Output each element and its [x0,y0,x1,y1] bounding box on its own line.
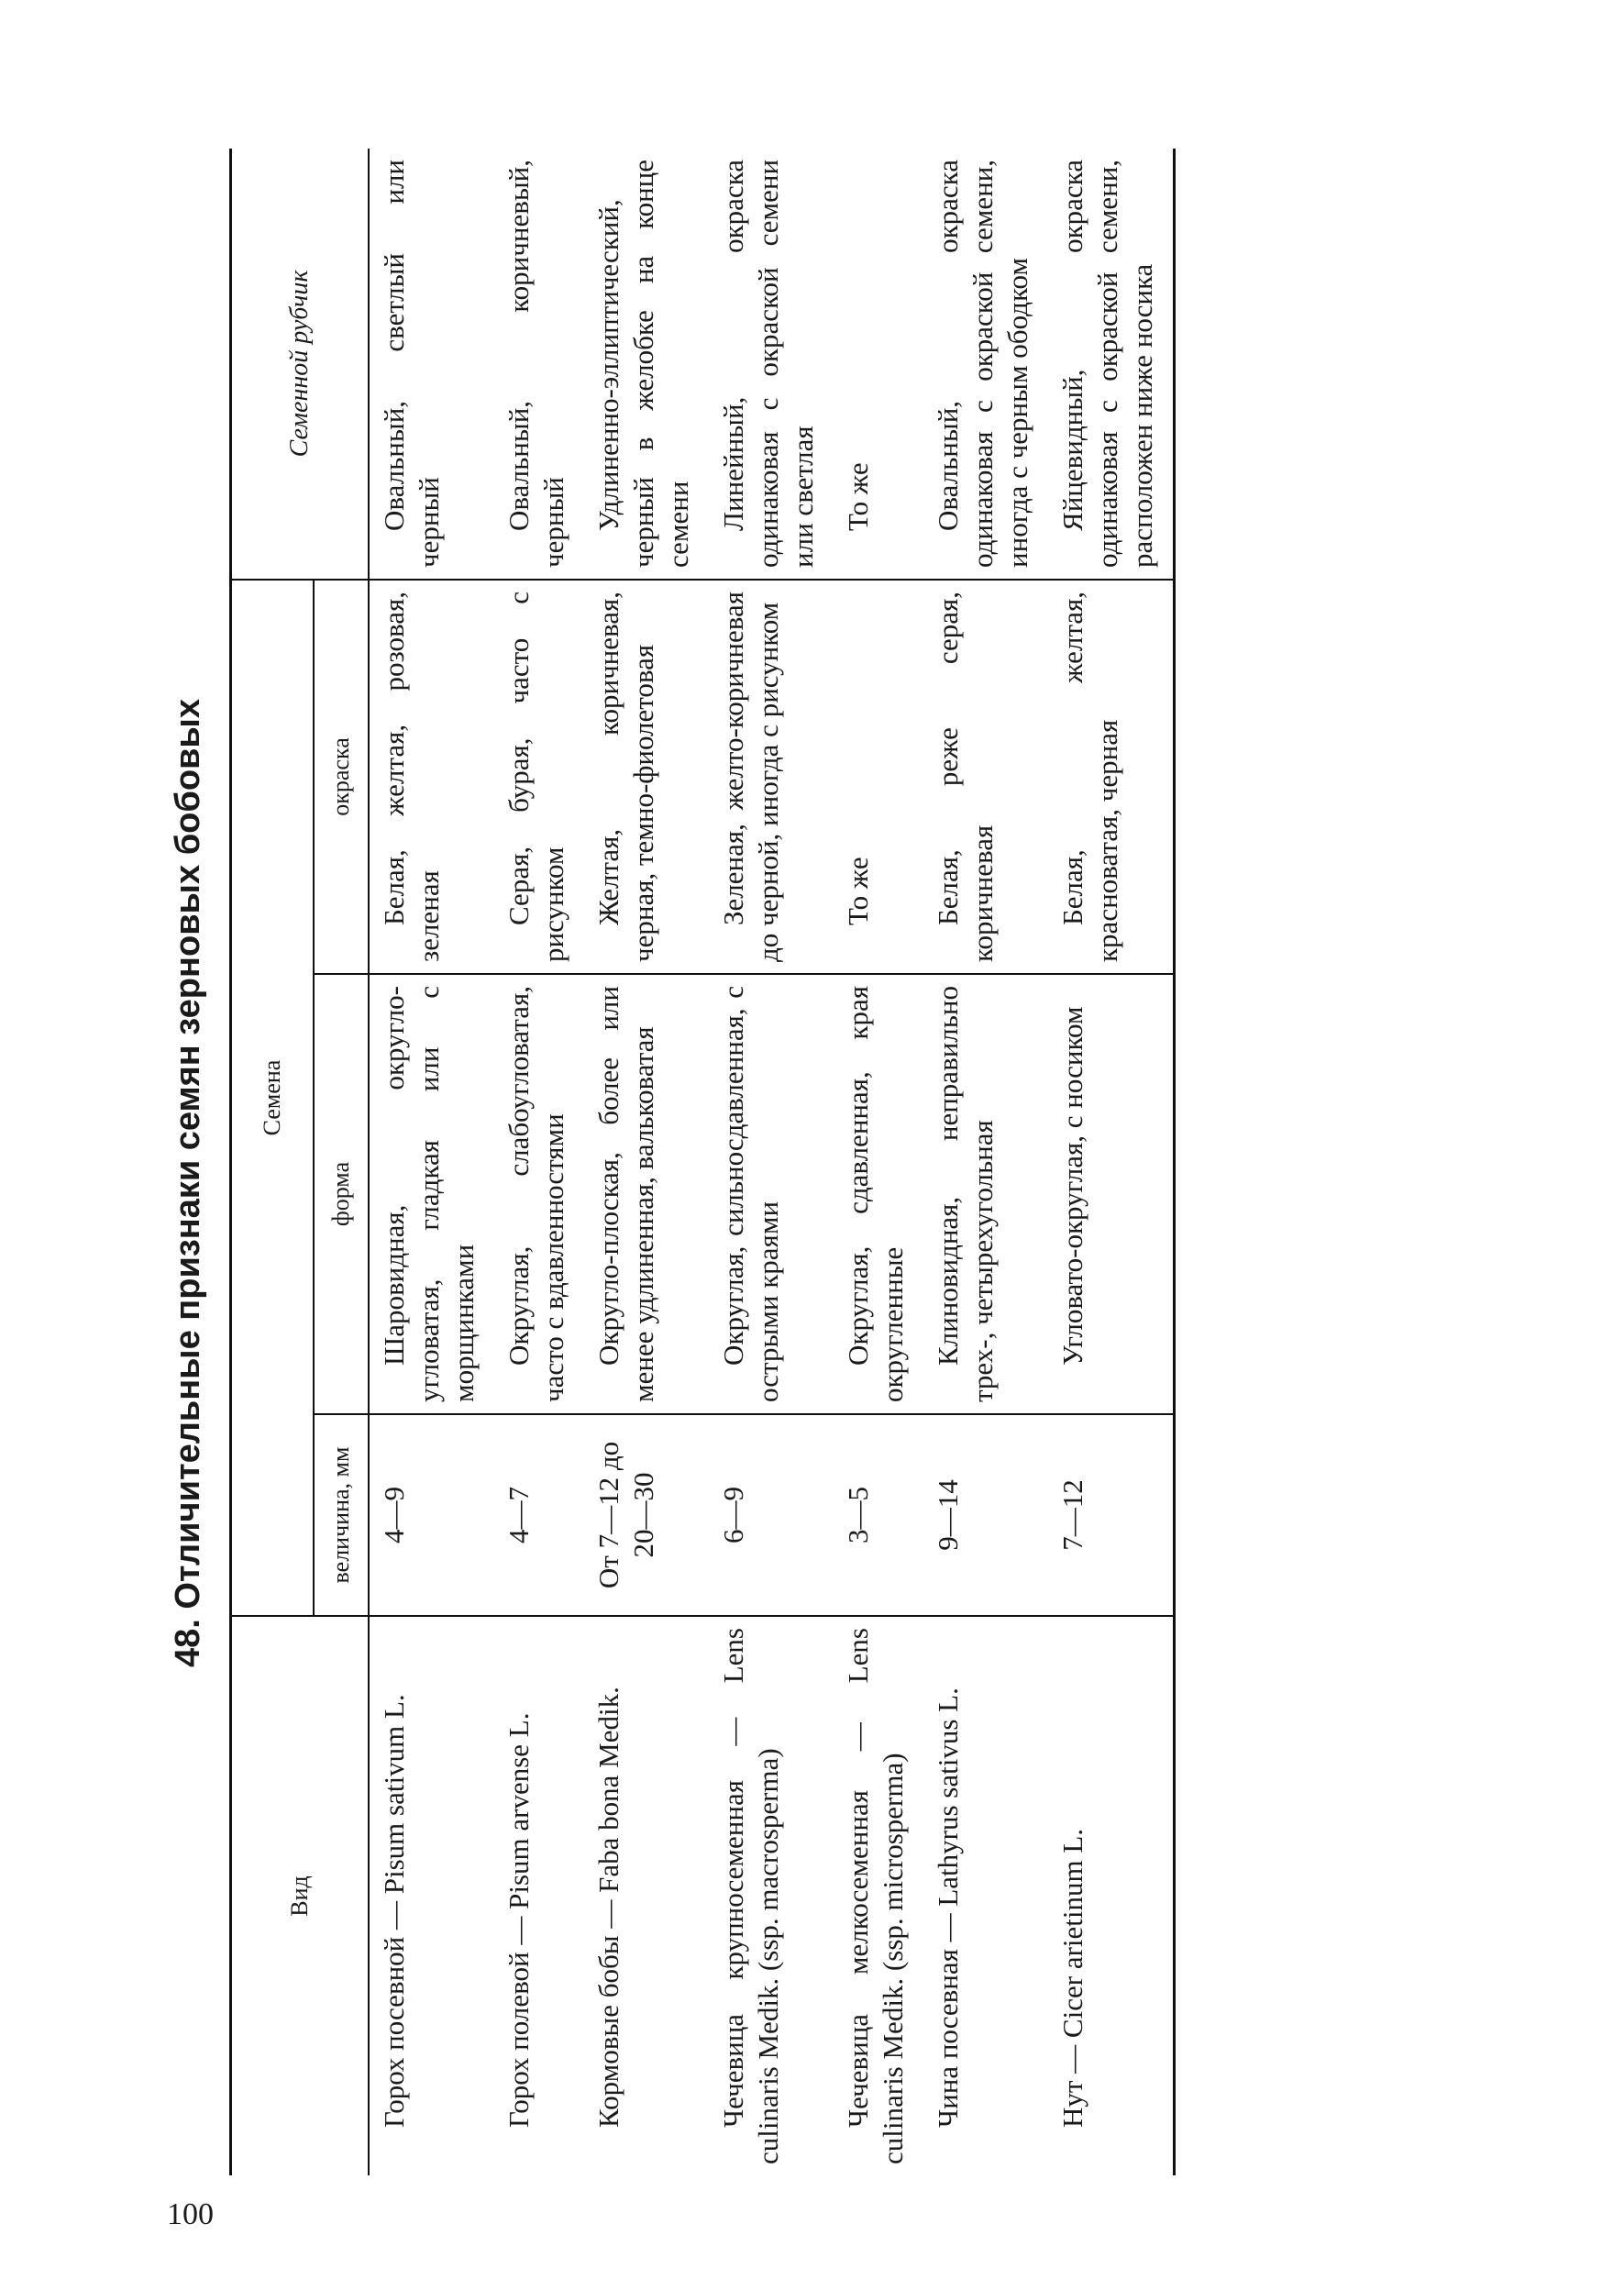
cell-hilum: Линейный, окраска одинаковая с окраской семени или светлая [709,149,834,580]
cell-size: 3—5 [834,1414,923,1616]
cell-color: Белая, реже серая, коричневая [923,580,1048,974]
cell-size: 6—9 [709,1414,834,1616]
table-row [584,149,709,2175]
cell-shape: Клиновидная, неправильно трех-, четырехугольная [923,974,1048,1414]
cell-color: Зеленая, желто-коричневая до черной, иногда с рисунком [709,580,834,974]
cell-shape: Округлая, сильносдавленная, с острыми краями [709,974,834,1414]
header-species: Вид [231,1616,370,2175]
cell-species: Горох полевой — Pisum arvense L. [503,1712,535,2128]
cell-color: Серая, бурая, часто с рисунком [494,580,584,974]
cell-species: Нут — Cicer arietinum L. [1056,1828,1088,2128]
cell-species: Чина посевная — Lathyrus sativus L. [932,1687,964,2128]
table-row [923,149,1048,2175]
cell-size: 4—7 [494,1414,584,1616]
cell-shape: Округло-плоская, более или менее удлиненная, вальковатая [584,974,709,1414]
table-row [369,149,494,2175]
cell-shape: Округлая, сдавленная, края округленные [834,974,923,1414]
cell-size: 7—12 [1048,1414,1175,1616]
cell-hilum: То же [834,149,923,580]
table-row [834,149,923,2175]
cell-species: Чечевица крупносеменная — Lens culinaris Medik. (ssp. macrosperma) [717,1628,784,2164]
cell-color: Белая, желтая, красноватая, черная [1048,580,1175,974]
cell-species: Горох посевной — Pisum sativum L. [378,1694,410,2128]
header-color: окраска [314,580,369,974]
cell-species: Чечевица мелкосеменная — Lens culinaris Medik. (ssp. microsperma) [842,1628,909,2164]
cell-hilum: Овальный, окраска одинаковая с окраской семени, иногда с черным ободком [923,149,1048,580]
cell-shape: Угловато-округлая, с носиком [1048,974,1175,1414]
header-seeds-group: Семена [231,580,315,1616]
table-row [709,149,834,2175]
cell-hilum: Овальный, светлый или черный [369,149,494,580]
header-size: величина, мм [314,1414,369,1616]
cell-hilum: Яйцевидный, окраска одинаковая с окраской семени, расположен ниже носика [1048,149,1175,580]
header-shape: форма [314,974,369,1414]
cell-size: 4—9 [369,1414,494,1616]
table-row [494,149,584,2175]
page-number: 100 [167,2197,214,2231]
cell-size: От 7—12 до 20—30 [584,1414,709,1616]
cell-hilum: Удлиненно-эллиптический, черный в желобке на конце семени [584,149,709,580]
table-title: 48. Отличительные признаки семян зерновых бобовых [169,698,207,1668]
cell-color: Белая, желтая, розовая, зеленая [369,580,494,974]
cell-shape: Шаровидная, округло-угловатая, гладкая или с морщинками [369,974,494,1414]
cell-shape: Округлая, слабоугловатая, часто с вдавленностями [494,974,584,1414]
header-hilum: Семенной рубчик [231,149,370,580]
table-row [1048,149,1175,2175]
cell-size: 9—14 [923,1414,1048,1616]
rotated-table-area [165,147,1495,2219]
cell-color: То же [834,580,923,974]
cell-species: Кормовые бобы — Faba bona Medik. [592,1687,624,2128]
seed-traits-table [229,149,1176,2175]
cell-hilum: Овальный, коричневый, черный [494,149,584,580]
cell-color: Желтая, коричневая, черная, темно-фиолетовая [584,580,709,974]
